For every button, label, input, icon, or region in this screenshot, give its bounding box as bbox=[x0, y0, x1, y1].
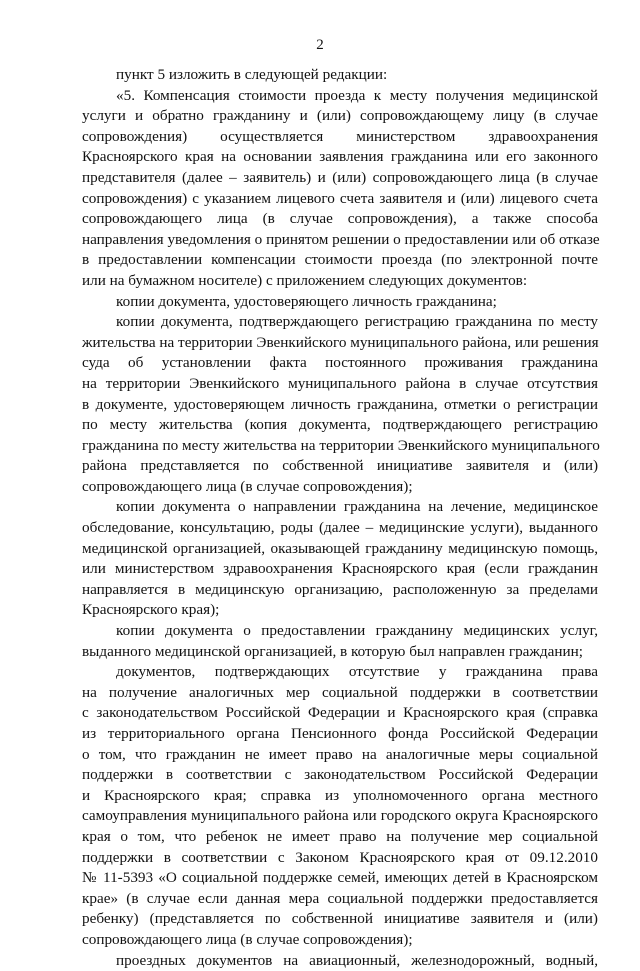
text-line: представителя (далее – заявитель) и (или) сопровождающего лица (в случае bbox=[82, 168, 598, 186]
text-line: или министерством здравоохранения Красноярского края (если гражданин bbox=[82, 560, 598, 578]
text-line: «5. Компенсация стоимости проезда к месту получения медицинской bbox=[116, 86, 598, 104]
text-line: крае» (в случае если данная мера социальной поддержки предоставляется bbox=[82, 889, 598, 907]
text-line: в предоставлении компенсации стоимости проезда (по электронной почте bbox=[82, 251, 598, 269]
text-line: № 11-5393 «О социальной поддержке семей, имеющих детей в Красноярском bbox=[82, 869, 598, 887]
text-line: копии документа о предоставлении гражданину медицинских услуг, bbox=[116, 622, 598, 640]
text-line: Красноярского края на основании заявления гражданина или его законного bbox=[82, 148, 598, 166]
text-line: поддержки в соответствии с Законом Красноярского края от 09.12.2010 bbox=[82, 848, 598, 866]
document-body bbox=[82, 65, 598, 971]
text-line: сопровождения) осуществляется министерством здравоохранения bbox=[82, 127, 598, 145]
text-line: о том, что гражданин не имеет право на аналогичные меры социальной bbox=[82, 745, 598, 763]
text-line: копии документа о направлении гражданина на лечение, медицинское bbox=[116, 498, 598, 516]
text-line: направляется в медицинскую организацию, расположенную за пределами bbox=[82, 580, 598, 598]
text-line: суда об установлении факта постоянного проживания гражданина bbox=[82, 354, 598, 372]
text-line: сопровождающего лица (в случае сопровождения); bbox=[82, 477, 413, 495]
text-line: сопровождающего лица (в случае сопровождения); bbox=[82, 930, 413, 948]
text-line: самоуправления муниципального района или городского округа Красноярского bbox=[82, 807, 598, 825]
text-line: направления уведомления о принятом решении о предоставлении или об отказе bbox=[82, 230, 600, 248]
page-number: 2 bbox=[316, 37, 324, 53]
text-line: поддержки в соответствии с законодательством Российской Федерации bbox=[82, 766, 598, 784]
text-line: гражданина по месту жительства на территории Эвенкийского муниципального bbox=[82, 436, 600, 454]
text-line: в документе, удостоверяющем личность гражданина, отметки о регистрации bbox=[82, 395, 598, 413]
text-line: услуги и обратно гражданину и (или) сопровождающему лицу (в случае bbox=[82, 107, 598, 125]
text-line: копии документа, удостоверяющего личность гражданина; bbox=[116, 292, 497, 310]
text-line: проездных документов на авиационный, железнодорожный, водный, bbox=[116, 951, 598, 969]
text-line: по месту жительства (копия документа, подтверждающего регистрацию bbox=[82, 416, 598, 434]
text-line: сопровождающего лица (в случае сопровождения), а также способа bbox=[82, 210, 598, 228]
text-line: ребенку) (представляется по собственной инициативе заявителя и (или) bbox=[82, 910, 598, 928]
text-line: на получение аналогичных мер социальной поддержки в соответствии bbox=[82, 683, 598, 701]
text-line: края о том, что ребенок не имеет право на получение мер социальной bbox=[82, 827, 598, 845]
text-line: медицинской организацией, оказывающей гражданину медицинскую помощь, bbox=[82, 539, 598, 557]
text-line: пункт 5 изложить в следующей редакции: bbox=[116, 66, 388, 83]
text-line: Красноярского края); bbox=[82, 601, 220, 619]
text-line: или на бумажном носителе) с приложением следующих документов: bbox=[82, 271, 528, 289]
text-line: выданного медицинской организацией, в которую был направлен гражданин; bbox=[82, 642, 583, 660]
text-line: района представляется по собственной инициативе заявителя и (или) bbox=[82, 457, 598, 475]
text-line: и Красноярского края; справка из уполномоченного органа местного bbox=[82, 786, 598, 804]
text-line: документов, подтверждающих отсутствие у гражданина права bbox=[116, 663, 598, 681]
text-line: с законодательством Российской Федерации и Красноярского края (справка bbox=[82, 704, 598, 722]
text-line: на территории Эвенкийского муниципального района в случае отсутствия bbox=[82, 374, 598, 392]
text-line: копии документа, подтверждающего регистрацию гражданина по месту bbox=[116, 313, 598, 331]
text-line: из территориального органа Пенсионного фонда Российской Федерации bbox=[82, 725, 598, 742]
text-line: обследование, консультацию, роды (далее – медицинские услуги), выданного bbox=[82, 519, 598, 537]
text-line: сопровождения) с указанием лицевого счета заявителя и (или) лицевого счета bbox=[82, 189, 598, 207]
text-line: жительства на территории Эвенкийского муниципального района, или решения bbox=[82, 333, 599, 351]
